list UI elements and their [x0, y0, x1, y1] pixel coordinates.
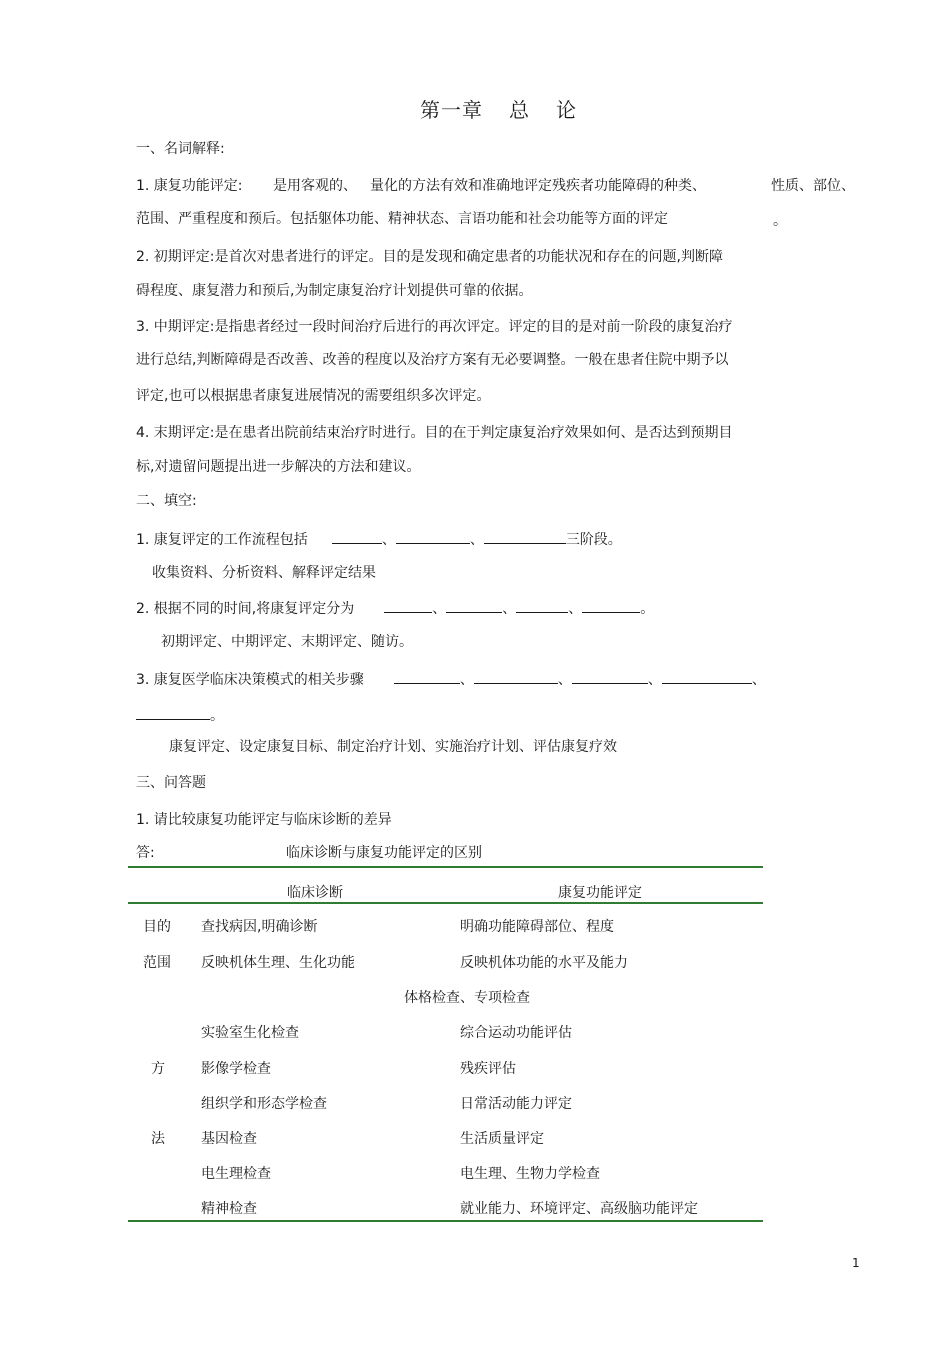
- separator: 、: [751, 672, 766, 688]
- fill-question-1-text: 1. 康复评定的工作流程包括: [136, 532, 308, 548]
- separator: 、: [381, 532, 396, 548]
- fill-question-1-tail: 三阶段。: [565, 532, 622, 548]
- fill-question-2-text: 2. 根据不同的时间,将康复评定分为: [136, 601, 355, 617]
- definition-4-line-2: 标,对遗留问题提出进一步解决的方法和建议。: [136, 459, 421, 475]
- fill-answer-3: 康复评定、设定康复目标、制定治疗计划、实施治疗计划、评估康复疗效: [169, 739, 617, 755]
- answer-blank: [572, 669, 648, 684]
- fill-question-3-tail: 。: [210, 708, 224, 724]
- cell-method-rehab: 电生理、生物力学检查: [460, 1166, 600, 1182]
- definition-1-text-b: 量化的方法有效和准确地评定残疾者功能障碍的种类、: [370, 178, 706, 194]
- fill-question-2-tail: 。: [640, 601, 655, 617]
- separator: 、: [647, 672, 662, 688]
- cell-method-clinical: 精神检查: [201, 1201, 257, 1217]
- answer-blank: [396, 529, 470, 544]
- separator: 、: [432, 601, 447, 617]
- definition-1-period: 。: [773, 213, 787, 229]
- definition-2-line-1: 2. 初期评定:是首次对患者进行的评定。目的是发现和确定患者的功能状况和存在的问题,判断障: [136, 249, 723, 265]
- table-header-rehab: 康复功能评定: [558, 885, 642, 901]
- definition-2-line-2: 碍程度、康复潜力和预后,为制定康复治疗计划提供可靠的依据。: [136, 283, 533, 299]
- answer-blank: [516, 598, 568, 613]
- fill-question-2: [136, 598, 654, 618]
- page-number: 1: [852, 1256, 860, 1270]
- cell-method-common: 体格检查、专项检查: [404, 990, 530, 1006]
- row-label-purpose: 目的: [143, 919, 171, 935]
- cell-method-rehab: 日常活动能力评定: [460, 1096, 572, 1112]
- table-header-clinical: 临床诊断: [287, 885, 343, 901]
- page-title: [420, 98, 577, 122]
- separator: 、: [502, 601, 517, 617]
- cell-method-clinical: 组织学和形态学检查: [201, 1096, 327, 1112]
- cell-purpose-rehab: 明确功能障碍部位、程度: [460, 919, 614, 935]
- title-word-1: 总: [509, 98, 530, 122]
- row-label-method-1: 方: [151, 1061, 165, 1077]
- separator: 、: [568, 601, 583, 617]
- section-heading-definitions: 一、名词解释:: [136, 141, 225, 157]
- cell-method-rehab: 生活质量评定: [460, 1131, 544, 1147]
- definition-3-line-1: 3. 中期评定:是指患者经过一段时间治疗后进行的再次评定。评定的目的是对前一阶段的康复治疗: [136, 319, 733, 335]
- answer-blank: [332, 529, 382, 544]
- table-caption: 临床诊断与康复功能评定的区别: [286, 845, 482, 861]
- row-label-method-2: 法: [151, 1131, 165, 1147]
- cell-method-clinical: 影像学检查: [201, 1061, 271, 1077]
- definition-1-text-a: 是用客观的、: [273, 178, 357, 194]
- table-bottom-rule: [128, 1220, 763, 1222]
- title-chapter: 第一章: [420, 98, 483, 122]
- answer-blank: [446, 598, 502, 613]
- separator: 、: [469, 532, 484, 548]
- section-heading-fill-in: 二、填空:: [136, 493, 197, 509]
- answer-blank: [394, 669, 460, 684]
- separator: 、: [459, 672, 474, 688]
- answer-blank: [662, 669, 752, 684]
- qa-question-1: 1. 请比较康复功能评定与临床诊断的差异: [136, 812, 392, 828]
- fill-question-1: [136, 529, 622, 549]
- answer-blank: [484, 529, 566, 544]
- title-word-2: 论: [556, 98, 577, 122]
- table-top-rule: [128, 866, 763, 868]
- definition-1-label: 1. 康复功能评定:: [136, 178, 243, 194]
- cell-method-clinical: 实验室生化检查: [201, 1025, 299, 1041]
- definition-1-line-2: 范围、严重程度和预后。包括躯体功能、精神状态、言语功能和社会功能等方面的评定: [136, 211, 668, 227]
- table-header-rule: [128, 902, 763, 904]
- fill-answer-2: 初期评定、中期评定、末期评定、随访。: [161, 634, 413, 650]
- cell-method-rehab: 就业能力、环境评定、高级脑功能评定: [460, 1201, 698, 1217]
- definition-3-line-3: 评定,也可以根据患者康复进展情况的需要组织多次评定。: [136, 388, 491, 404]
- section-heading-qa: 三、问答题: [136, 775, 206, 791]
- answer-label: 答:: [136, 845, 155, 861]
- definition-4-line-1: 4. 末期评定:是在患者出院前结束治疗时进行。目的在于判定康复治疗效果如何、是否达到预期目: [136, 425, 733, 441]
- cell-scope-clinical: 反映机体生理、生化功能: [201, 955, 355, 971]
- answer-blank: [384, 598, 432, 613]
- fill-question-3: [136, 669, 766, 689]
- fill-answer-1: 收集资料、分析资料、解释评定结果: [152, 565, 376, 581]
- fill-question-3-text: 3. 康复医学临床决策模式的相关步骤: [136, 672, 364, 688]
- answer-blank: [582, 598, 640, 613]
- row-label-scope: 范围: [143, 955, 171, 971]
- cell-method-rehab: 综合运动功能评估: [460, 1025, 572, 1041]
- cell-purpose-clinical: 查找病因,明确诊断: [201, 919, 318, 935]
- separator: 、: [557, 672, 572, 688]
- answer-blank: [474, 669, 558, 684]
- cell-method-clinical: 基因检查: [201, 1131, 257, 1147]
- cell-scope-rehab: 反映机体功能的水平及能力: [460, 955, 628, 971]
- answer-blank: [136, 705, 210, 720]
- cell-method-rehab: 残疾评估: [460, 1061, 516, 1077]
- definition-3-line-2: 进行总结,判断障碍是否改善、改善的程度以及治疗方案有无必要调整。一般在患者住院中期予以: [136, 352, 729, 368]
- cell-method-clinical: 电生理检查: [201, 1166, 271, 1182]
- fill-question-3-continued: [136, 705, 224, 725]
- definition-1-text-c: 性质、部位、: [771, 178, 855, 194]
